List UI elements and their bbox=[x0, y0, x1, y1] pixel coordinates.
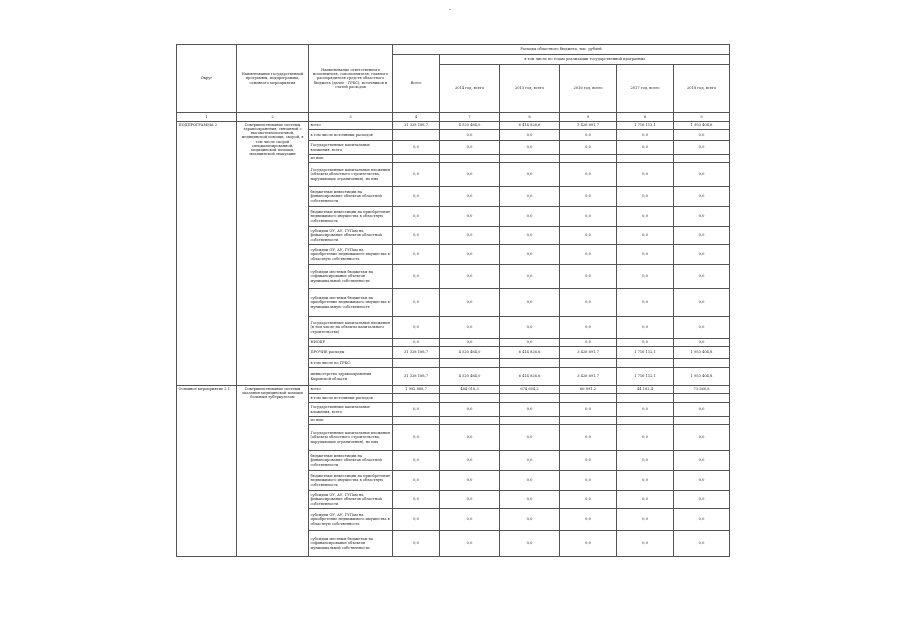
row-year-value: 0,0 bbox=[440, 289, 500, 317]
row-total: 0,0 bbox=[393, 471, 440, 491]
row-year-value: 4 520 484,0 bbox=[440, 122, 500, 130]
row-year-value: 0,0 bbox=[500, 130, 560, 141]
row-label: бюджетные инвестиции на приобретение недвижимого имущества в областную собственность bbox=[309, 207, 393, 227]
row-year-value: 0,0 bbox=[617, 491, 674, 509]
row-year-value: 0,0 bbox=[617, 531, 674, 557]
header-program-name: Наименование государственной программы, подпрограммы, основного мероприятия bbox=[237, 45, 309, 113]
row-label: Государственные капитальные вложения, всего bbox=[309, 403, 393, 417]
row-label: из них: bbox=[309, 155, 393, 163]
row-year-value: 0,0 bbox=[560, 317, 617, 339]
row-year-value bbox=[500, 359, 560, 368]
row-year-value: 6 414 826,6 bbox=[500, 368, 560, 386]
row-year-value: 0,0 bbox=[674, 187, 730, 207]
row-label: субсидии ОУ, АУ, ГУПам на приобретение недвижимого имущества в областную собственность bbox=[309, 509, 393, 531]
row-label: бюджетные инвестиции на приобретение недвижимого имущества в областную собственность bbox=[309, 471, 393, 491]
row-year-value: 0,0 bbox=[617, 227, 674, 245]
index-cell: 7 bbox=[440, 113, 500, 122]
row-year-value: 1 953 404,8 bbox=[674, 347, 730, 359]
row-year-value: 0,0 bbox=[617, 317, 674, 339]
row-label: министерство здравоохранения Кировской области bbox=[309, 368, 393, 386]
row-year-value: 0,0 bbox=[440, 265, 500, 289]
row-year-value bbox=[674, 359, 730, 368]
row-year-value: 0,0 bbox=[674, 339, 730, 347]
row-year-value bbox=[440, 155, 500, 163]
row-total: 0,0 bbox=[393, 531, 440, 557]
row-year-value: 0,0 bbox=[617, 403, 674, 417]
row-year-value: 4 520 484,0 bbox=[440, 347, 500, 359]
index-cell: 9 bbox=[560, 113, 617, 122]
budget-table bbox=[176, 44, 730, 557]
row-year-value: 0,0 bbox=[617, 245, 674, 265]
row-year-value: 0,0 bbox=[560, 339, 617, 347]
header-total: Всего bbox=[393, 55, 440, 113]
row-year-value: 0,0 bbox=[560, 289, 617, 317]
row-year-value: 4 520 484,0 bbox=[440, 368, 500, 386]
row-year-value: 0,0 bbox=[617, 451, 674, 471]
row-year-value: 0,0 bbox=[674, 130, 730, 141]
row-year-value: 0,0 bbox=[674, 265, 730, 289]
row-total: 0,0 bbox=[393, 509, 440, 531]
row-total bbox=[393, 417, 440, 425]
row-year-value: 6 414 826,6 bbox=[500, 347, 560, 359]
row-label: субсидии ОУ, АУ, ГУПам на финансирование объектов областной собственности bbox=[309, 491, 393, 509]
index-cell: 3 bbox=[309, 113, 393, 122]
row-year-value: 0,0 bbox=[617, 163, 674, 187]
row-year-value bbox=[674, 394, 730, 403]
row-year-value: 0,0 bbox=[560, 491, 617, 509]
row-year-value: 674 654,2 bbox=[500, 386, 560, 394]
row-year-value: 0,0 bbox=[617, 130, 674, 141]
row-year-value: 0,0 bbox=[500, 163, 560, 187]
row-year-value: 0,0 bbox=[674, 227, 730, 245]
row-year-value: 0,0 bbox=[440, 187, 500, 207]
row-total: 0,0 bbox=[393, 163, 440, 187]
row-label: субсидии местным бюджетам на приобретение недвижимого имущества в муниципальную собственность bbox=[309, 289, 393, 317]
row-total: 1 992 888,7 bbox=[393, 386, 440, 394]
row-year-value: 0,0 bbox=[560, 425, 617, 451]
row-year-value: 0,0 bbox=[500, 451, 560, 471]
row-total: 0,0 bbox=[393, 317, 440, 339]
table-row bbox=[177, 122, 730, 130]
section-program-name: Совершенствование системы оказания медицинской помощи больным туберкулезом bbox=[237, 386, 309, 557]
section-okrug: Основное мероприятие 2.1. bbox=[177, 386, 237, 557]
row-year-value: 0,0 bbox=[500, 339, 560, 347]
row-year-value: 0,0 bbox=[440, 491, 500, 509]
row-year-value: 0,0 bbox=[500, 141, 560, 155]
row-year-value bbox=[617, 359, 674, 368]
page-marker: - bbox=[449, 6, 452, 13]
row-year-value: 66 991,2 bbox=[560, 386, 617, 394]
row-year-value: 0,0 bbox=[440, 471, 500, 491]
row-year-value: 0,0 bbox=[440, 509, 500, 531]
row-year-value: 0,0 bbox=[560, 245, 617, 265]
row-year-value: 0,0 bbox=[617, 425, 674, 451]
row-year-value: 0,0 bbox=[500, 227, 560, 245]
row-total: 0,0 bbox=[393, 403, 440, 417]
header-year: 2014 год, всего bbox=[440, 65, 500, 113]
row-label: субсидии местным бюджетам на софинансирование объектов муниципальной собственности bbox=[309, 265, 393, 289]
row-label: Государственные капитальные вложения (в том числе на объекты капитального строительства) bbox=[309, 317, 393, 339]
row-year-value bbox=[617, 155, 674, 163]
row-year-value: 0,0 bbox=[674, 491, 730, 509]
row-total bbox=[393, 359, 440, 368]
row-year-value: 44 102,4 bbox=[617, 386, 674, 394]
row-year-value: 0,0 bbox=[617, 471, 674, 491]
row-year-value: 0,0 bbox=[674, 451, 730, 471]
row-total bbox=[393, 394, 440, 403]
row-year-value bbox=[440, 417, 500, 425]
row-label: из них: bbox=[309, 417, 393, 425]
row-label: бюджетные инвестиции на финансирование объектов областной собственности bbox=[309, 187, 393, 207]
row-year-value: 0,0 bbox=[500, 471, 560, 491]
row-total: 31 328 188,7 bbox=[393, 368, 440, 386]
row-year-value: 0,0 bbox=[440, 531, 500, 557]
row-label: субсидии местным бюджетам на софинансирование объектов муниципальной собственности bbox=[309, 531, 393, 557]
table-body bbox=[177, 122, 730, 557]
row-year-value: 484 018,3 bbox=[440, 386, 500, 394]
row-label: в том числе источники расходов bbox=[309, 394, 393, 403]
row-year-value bbox=[500, 417, 560, 425]
table-row bbox=[177, 386, 730, 394]
row-year-value: 0,0 bbox=[560, 187, 617, 207]
row-year-value: 1 716 112,1 bbox=[617, 368, 674, 386]
row-total: 0,0 bbox=[393, 425, 440, 451]
index-cell: 9 bbox=[674, 113, 730, 122]
row-year-value: 3 426 691,7 bbox=[560, 122, 617, 130]
row-year-value: 3 426 691,7 bbox=[560, 347, 617, 359]
row-year-value: 0,0 bbox=[440, 425, 500, 451]
row-label: Государственные капитальные вложения, всего bbox=[309, 141, 393, 155]
row-year-value: 0,0 bbox=[500, 207, 560, 227]
row-total: 0,0 bbox=[393, 207, 440, 227]
index-cell: 2 bbox=[237, 113, 309, 122]
row-label: всего bbox=[309, 386, 393, 394]
row-total: 0,0 bbox=[393, 491, 440, 509]
row-year-value: 0,0 bbox=[560, 130, 617, 141]
row-year-value: 0,0 bbox=[674, 163, 730, 187]
header-year: 2015 год, всего bbox=[500, 65, 560, 113]
row-year-value: 0,0 bbox=[560, 265, 617, 289]
row-year-value: 0,0 bbox=[500, 289, 560, 317]
row-year-value bbox=[560, 155, 617, 163]
row-year-value: 0,0 bbox=[500, 403, 560, 417]
row-year-value bbox=[440, 359, 500, 368]
row-year-value: 0,0 bbox=[500, 531, 560, 557]
row-year-value: 0,0 bbox=[560, 509, 617, 531]
row-label: в том числе источники расходов bbox=[309, 130, 393, 141]
row-total: 0,0 bbox=[393, 339, 440, 347]
row-year-value: 0,0 bbox=[617, 187, 674, 207]
row-year-value: 0,0 bbox=[560, 227, 617, 245]
index-cell: 8 bbox=[500, 113, 560, 122]
row-year-value bbox=[500, 394, 560, 403]
row-year-value: 0,0 bbox=[560, 207, 617, 227]
row-label: в том числе по ГРБС: bbox=[309, 359, 393, 368]
row-year-value: 1 953 404,8 bbox=[674, 122, 730, 130]
row-year-value bbox=[560, 394, 617, 403]
header-years-group: в том числе по годам реализации государственной программы bbox=[440, 55, 730, 65]
row-total bbox=[393, 130, 440, 141]
row-year-value: 0,0 bbox=[440, 403, 500, 417]
row-year-value: 0,0 bbox=[674, 471, 730, 491]
row-year-value: 0,0 bbox=[440, 339, 500, 347]
row-year-value: 0,0 bbox=[500, 491, 560, 509]
row-year-value: 0,0 bbox=[617, 509, 674, 531]
row-label: Государственные капитальные вложения (объекты областного строительства, нарушающие ограничения), но них bbox=[309, 425, 393, 451]
row-total: 0,0 bbox=[393, 289, 440, 317]
row-year-value: 0,0 bbox=[500, 245, 560, 265]
row-label: субсидии ОУ, АУ, ГУПам на финансирование объектов областной собственности bbox=[309, 227, 393, 245]
row-label: ПРОЧИЕ расходы bbox=[309, 347, 393, 359]
row-year-value bbox=[560, 417, 617, 425]
row-year-value bbox=[440, 394, 500, 403]
row-year-value: 0,0 bbox=[440, 245, 500, 265]
row-year-value: 6 414 826,6 bbox=[500, 122, 560, 130]
row-total: 31 328 188,7 bbox=[393, 122, 440, 130]
row-year-value: 0,0 bbox=[617, 339, 674, 347]
row-year-value bbox=[500, 155, 560, 163]
row-year-value: 0,0 bbox=[674, 289, 730, 317]
row-total: 0,0 bbox=[393, 187, 440, 207]
row-year-value: 0,0 bbox=[440, 141, 500, 155]
row-year-value: 0,0 bbox=[674, 141, 730, 155]
section-program-name: Совершенствование системы здравоохранения, связанной с высокотехнологичной, медицинской помощи, скорой, в том числе скорой специализированной, медицинской помощи, медицинской эвакуации bbox=[237, 122, 309, 386]
row-year-value: 0,0 bbox=[560, 471, 617, 491]
row-year-value bbox=[560, 359, 617, 368]
row-year-value: 0,0 bbox=[440, 451, 500, 471]
row-year-value: 0,0 bbox=[674, 245, 730, 265]
row-total: 0,0 bbox=[393, 451, 440, 471]
row-year-value bbox=[617, 417, 674, 425]
row-label: НИОКР bbox=[309, 339, 393, 347]
row-year-value: 0,0 bbox=[617, 207, 674, 227]
row-year-value: 0,0 bbox=[674, 403, 730, 417]
row-year-value: 0,0 bbox=[440, 163, 500, 187]
row-year-value: 0,0 bbox=[560, 141, 617, 155]
row-year-value bbox=[674, 155, 730, 163]
row-year-value: 0,0 bbox=[617, 289, 674, 317]
row-year-value: 0,0 bbox=[500, 187, 560, 207]
row-total: 31 328 188,7 bbox=[393, 347, 440, 359]
row-year-value: 0,0 bbox=[440, 317, 500, 339]
row-total: 0,0 bbox=[393, 245, 440, 265]
row-year-value: 0,0 bbox=[617, 265, 674, 289]
header-year: 2017 год, всего bbox=[617, 65, 674, 113]
row-total: 0,0 bbox=[393, 141, 440, 155]
row-year-value: 0,0 bbox=[617, 141, 674, 155]
row-year-value: 0,0 bbox=[440, 227, 500, 245]
row-year-value: 0,0 bbox=[674, 317, 730, 339]
row-year-value: 0,0 bbox=[440, 130, 500, 141]
row-year-value bbox=[674, 417, 730, 425]
header-year: 2016 год, всего bbox=[560, 65, 617, 113]
row-year-value: 1 953 404,8 bbox=[674, 368, 730, 386]
row-year-value: 3 426 691,7 bbox=[560, 368, 617, 386]
row-year-value: 0,0 bbox=[560, 451, 617, 471]
row-total: 0,0 bbox=[393, 265, 440, 289]
index-cell: 4 bbox=[393, 113, 440, 122]
row-year-value: 0,0 bbox=[560, 163, 617, 187]
row-year-value: 0,0 bbox=[500, 265, 560, 289]
index-cell: 1 bbox=[177, 113, 237, 122]
row-total bbox=[393, 155, 440, 163]
row-year-value: 73 560,8 bbox=[674, 386, 730, 394]
row-year-value: 0,0 bbox=[560, 531, 617, 557]
row-label: субсидии ОУ, АУ, ГУПам на приобретение недвижимого имущества в областную собственность bbox=[309, 245, 393, 265]
row-year-value: 1 716 112,1 bbox=[617, 347, 674, 359]
row-year-value: 0,0 bbox=[560, 403, 617, 417]
index-cell: 6 bbox=[617, 113, 674, 122]
header-executor: Наименование ответственного исполнителя, соисполнителя, главного распорядителя средств областного бюджета (далее - ГРБС), источников и статей расходов bbox=[309, 45, 393, 113]
row-year-value: 1 716 112,1 bbox=[617, 122, 674, 130]
row-year-value: 0,0 bbox=[674, 207, 730, 227]
row-year-value bbox=[617, 394, 674, 403]
section-okrug: ПОДПРОГРАММА 2 bbox=[177, 122, 237, 386]
row-year-value: 0,0 bbox=[674, 509, 730, 531]
header-year: 2018 год, всего bbox=[674, 65, 730, 113]
row-label: всего bbox=[309, 122, 393, 130]
row-year-value: 0,0 bbox=[674, 531, 730, 557]
row-total: 0,0 bbox=[393, 227, 440, 245]
header-budget-group: Расходы областного бюджета, тыс. рублей bbox=[393, 45, 730, 55]
row-year-value: 0,0 bbox=[674, 425, 730, 451]
row-year-value: 0,0 bbox=[500, 317, 560, 339]
row-label: бюджетные инвестиции на финансирование объектов областной собственности bbox=[309, 451, 393, 471]
row-year-value: 0,0 bbox=[440, 207, 500, 227]
row-label: Государственные капитальные вложения (объекты областного строительства, нарушающие ограничения), но них bbox=[309, 163, 393, 187]
row-year-value: 0,0 bbox=[500, 509, 560, 531]
row-year-value: 0,0 bbox=[500, 425, 560, 451]
header-okrug: Округ bbox=[177, 45, 237, 113]
